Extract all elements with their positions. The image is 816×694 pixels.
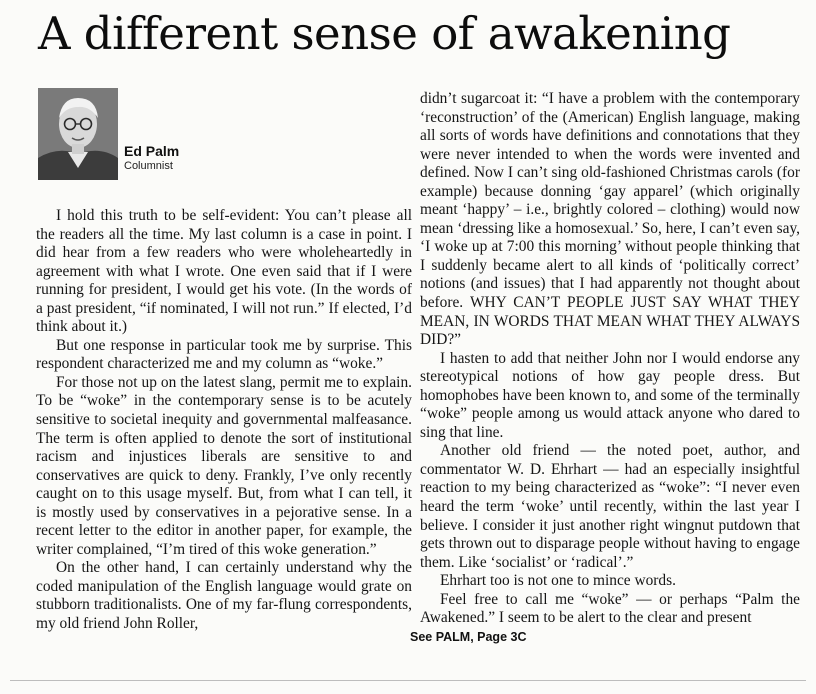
paragraph: For those not up on the latest slang, permit me to explain. To be “woke” in the contemporary sense is to be acutely sensitive to societal inequity and governmental malfeasance. The term is often applied to denote the sort of institutional racism and injustices liberals are sensitive to and conservatives are quick to deny. Frankly, I’ve only recently caught on to this usage myself. But, from what I can tell, it is mostly used by conservatives in a pejorative sense. In a recent letter to the editor in another paper, for example, the writer complained, “I’m tired of this woke generation.” xyxy=(36,373,412,558)
paragraph: I hasten to add that neither John nor I would endorse any stereotypical notions of how gay people dress. But homophobes have been known to, and some of the terminally “woke” people among us would attack anyone who dared to sing that line. xyxy=(420,349,800,441)
author-name: Ed Palm xyxy=(124,143,180,159)
paragraph: didn’t sugarcoat it: “I have a problem with the contemporary ‘reconstruction’ of the (American) English language, making all sorts of words have definitions and connotations that they were never intended to when the words were invented and defined. Now I can’t sing old-fashioned Christmas carols (for example) because donning ‘gay apparel’ (which originally meant ‘happy’ – i.e., brightly colored – clothing) would now mean ‘dressing like a homosexual.’ So, here, I can’t even say, ‘I woke up at 7:00 this morning’ without people thinking that I suddenly became alert to all kinds of ‘politically correct’ notions (and issues) that I had apparently not thought about before. WHY CAN’T PEOPLE JUST SAY WHAT THEY MEAN, IN WORDS THAT MEAN WHAT THEY ALWAYS DID?” xyxy=(420,90,800,349)
headline: A different sense of awakening xyxy=(38,7,731,60)
paragraph: But one response in particular took me by surprise. This respondent characterized me and my column as “woke.” xyxy=(36,336,412,373)
paragraph: Another old friend — the noted poet, author, and commentator W. D. Ehrhart — had an especially insightful reaction to my being characterized as “woke”: “I never even heard the term ‘woke’ until recently, within the last year I believe. I consider it just another right wingnut putdown that gets thrown out to disparage people without having to engage them. Like ‘socialist’ or ‘radical’.” xyxy=(420,442,800,571)
byline xyxy=(124,143,179,173)
paragraph: Feel free to call me “woke” — or perhaps “Palm the Awakened.” I seem to be alert to the clear and present xyxy=(420,590,800,627)
author-title: Columnist xyxy=(124,160,173,172)
jump-line: See PALM, Page 3C xyxy=(410,630,527,644)
divider xyxy=(10,680,806,681)
right-column xyxy=(420,90,800,628)
author-portrait-icon xyxy=(38,88,118,180)
paragraph: On the other hand, I can certainly understand why the coded manipulation of the English language would grate on stubborn traditionalists. One of my far-flung correspondents, my old friend John Roller, xyxy=(36,559,412,633)
paragraph: Ehrhart too is not one to mince words. xyxy=(440,572,676,590)
paragraph: I hold this truth to be self-evident: You can’t please all the readers all the time. My last column is a case in point. I did hear from a few readers who were wholeheartedly in agreement with what I wrote. One even said that if I were running for president, I would get his vote. (In the words of a past president, “if nominated, I will not run.” If elected, I’d think about it.) xyxy=(36,207,412,336)
left-column xyxy=(36,207,412,634)
